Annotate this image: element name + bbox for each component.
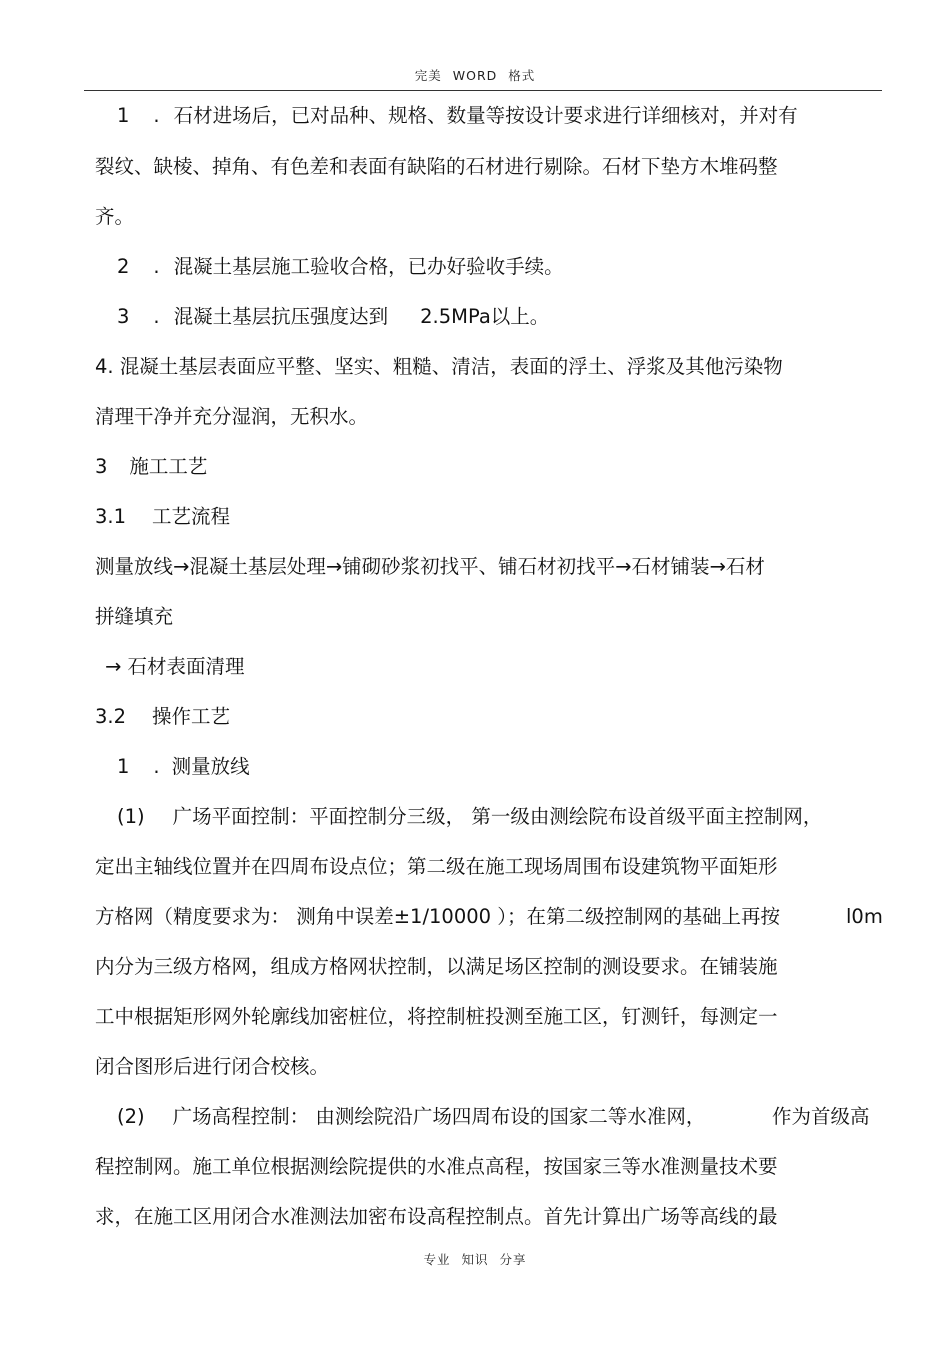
item-3 (117, 305, 549, 329)
item-i2-number: (2) (117, 1105, 145, 1128)
item-1-number: 1 (117, 104, 130, 127)
item-2-dot: . (153, 255, 160, 278)
flow-line-2: 拼缝填充 (95, 605, 174, 628)
item-i1-line-6: 闭合图形后进行闭合校核。 (95, 1055, 330, 1078)
item-2-text: 混凝土基层施工验收合格，已办好验收手续。 (173, 255, 564, 278)
item-1-line-1 (117, 104, 798, 128)
item-i1-line-4: 内分为三级方格网，组成方格网状控制，以满足场区控制的测设要求。在铺装施 (95, 955, 778, 978)
step-1-dot: . (153, 755, 160, 778)
item-1-line-3: 齐。 (95, 205, 135, 228)
footer-text: 专业 知识 分享 (423, 1252, 527, 1267)
section-3-heading (95, 455, 207, 479)
item-i2-line-1-tail: 作为首级高 (772, 1105, 870, 1128)
item-3-dot: . (153, 305, 160, 328)
flow-line-1: 测量放线→混凝土基层处理→铺砌砂浆初找平、铺石材初找平→石材铺装→石材 (95, 555, 765, 578)
item-1-text: 石材进场后，已对品种、规格、数量等按设计要求进行详细核对，并对有 (173, 104, 798, 127)
header-divider (84, 90, 882, 91)
item-i1-line-3-tail: l0m (846, 905, 883, 928)
section-3-1-title: 工艺流程 (152, 505, 231, 528)
item-i1-line-5: 工中根据矩形网外轮廓线加密桩位，将控制桩投测至施工区，钉测钎，每测定一 (95, 1005, 778, 1028)
item-i1-number: (1) (117, 805, 145, 828)
item-4-line-2: 清理干净并充分湿润，无积水。 (95, 405, 369, 428)
section-3-1-heading (95, 505, 230, 529)
flow-line-3: → 石材表面清理 (105, 655, 245, 678)
section-3-number: 3 (95, 455, 108, 478)
item-2 (117, 255, 564, 279)
step-1-title: 测量放线 (171, 755, 250, 778)
step-1-heading (117, 755, 250, 779)
item-1-line-2: 裂纹、缺棱、掉角、有色差和表面有缺陷的石材进行剔除。石材下垫方木堆码整 (95, 155, 778, 178)
item-i1-line-1 (117, 805, 822, 829)
section-3-2-heading (95, 705, 230, 729)
item-i1-text: 广场平面控制：平面控制分三级， 第一级由测绘院布设首级平面主控制网， (172, 805, 823, 828)
step-1-number: 1 (117, 755, 130, 778)
item-3-number: 3 (117, 305, 130, 328)
item-i2-line-1 (117, 1105, 705, 1129)
item-i1-line-2: 定出主轴线位置并在四周布设点位；第二级在施工现场周围布设建筑物平面矩形 (95, 855, 778, 878)
section-3-2-title: 操作工艺 (152, 705, 231, 728)
section-3-2-number: 3.2 (95, 705, 127, 728)
item-3-text-b: 2.5MPa以上。 (420, 305, 550, 328)
item-i2-line-2: 程控制网。施工单位根据测绘院提供的水准点高程，按国家三等水准测量技术要 (95, 1155, 778, 1178)
item-i2-line-3: 求，在施工区用闭合水准测法加密布设高程控制点。首先计算出广场等高线的最 (95, 1205, 778, 1228)
item-i2-text: 广场高程控制： 由测绘院沿广场四周布设的国家二等水准网， (172, 1105, 706, 1128)
section-3-1-number: 3.1 (95, 505, 127, 528)
header-title: 完美 WORD 格式 (414, 68, 536, 83)
item-2-number: 2 (117, 255, 130, 278)
item-i1-line-3: 方格网（精度要求为： 测角中误差±1/10000 ）；在第二级控制网的基础上再按 (95, 905, 780, 928)
item-4-line-1: 4. 混凝土基层表面应平整、坚实、粗糙、清洁，表面的浮土、浮浆及其他污染物 (95, 355, 783, 378)
item-3-text-a: 混凝土基层抗压强度达到 (173, 305, 389, 328)
item-1-dot: . (153, 104, 160, 127)
section-3-title: 施工工艺 (129, 455, 208, 478)
